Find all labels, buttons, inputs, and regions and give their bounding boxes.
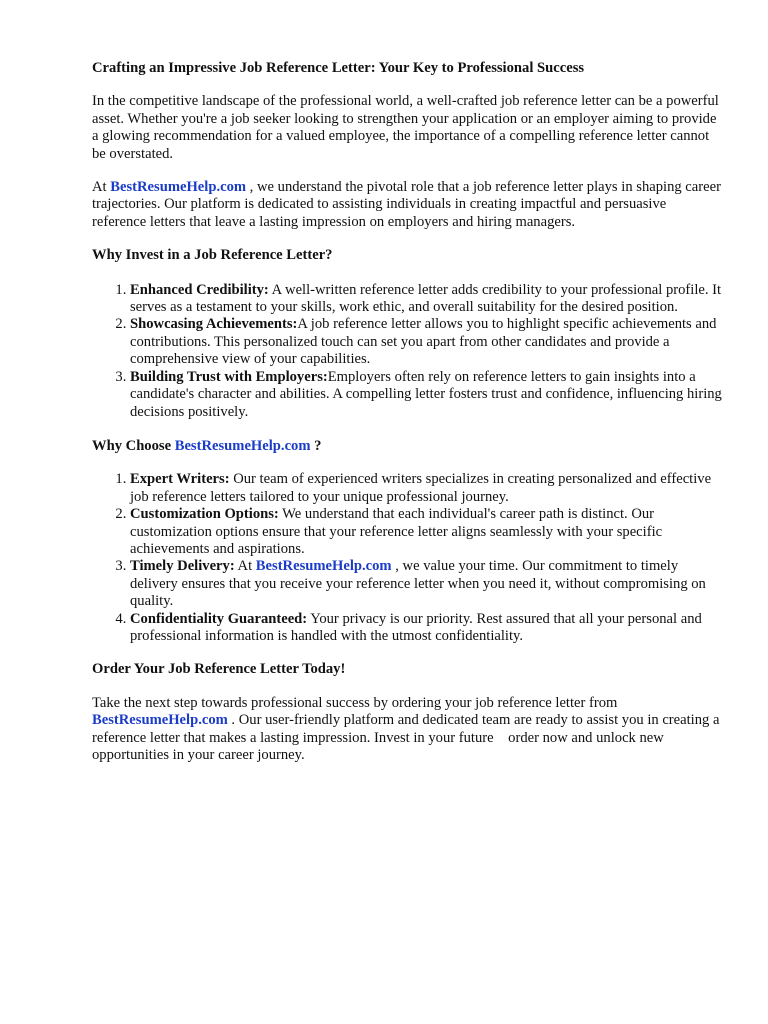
bestresumehelp-link[interactable]: BestResumeHelp.com xyxy=(110,179,247,196)
order-prefix: Take the next step towards professional success by ordering your job reference letter from xyxy=(92,694,618,711)
list-item-term: Customization Options: xyxy=(130,506,279,523)
list-item-term: Confidentiality Guaranteed: xyxy=(130,610,308,627)
why-choose-heading xyxy=(92,438,722,455)
bestresumehelp-link[interactable]: BestResumeHelp.com xyxy=(174,437,311,454)
document-page xyxy=(92,60,722,764)
why-invest-heading: Why Invest in a Job Reference Letter? xyxy=(92,247,333,264)
list-item-text: Our team of experienced writers specializes in creating personalized and effective job reference letters tailored to your unique professional journey. xyxy=(130,471,712,505)
list-item xyxy=(130,558,722,610)
list-item-term: Expert Writers: xyxy=(130,471,230,488)
list-item-text: , we value your time. Our commitment to timely delivery ensures that you receive your reference letter when you need it, without compromising on quality. xyxy=(130,558,706,610)
document-title: Crafting an Impressive Job Reference Letter: Your Key to Professional Success xyxy=(92,60,585,76)
why-choose-list xyxy=(92,471,722,645)
order-paragraph xyxy=(92,695,722,765)
list-item-term: Timely Delivery: xyxy=(130,558,235,575)
bestresumehelp-link[interactable]: BestResumeHelp.com xyxy=(92,712,228,729)
list-item xyxy=(130,282,722,317)
intro-paragraph: In the competitive landscape of the professional world, a well-crafted job reference letter can be a powerful asset. Whether you're a job seeker looking to strengthen your application or an employer aiming to provide a glowing recommendation for a valued employee, the importance of a compelling reference letter cannot be overstated. xyxy=(92,93,719,162)
why-invest-list xyxy=(92,282,722,421)
why-choose-suffix: ? xyxy=(310,437,322,454)
order-heading: Order Your Job Reference Letter Today! xyxy=(92,661,346,678)
list-item-text: A well-written reference letter adds credibility to your professional profile. It serves as a testament to your skills, work ethic, and overall suitability for the desired position. xyxy=(130,281,722,316)
list-item xyxy=(130,611,722,646)
list-item-text: Employers often rely on reference letters to gain insights into a candidate's character and abilities. A compelling letter fosters trust and confidence, influencing hiring decisions positively. xyxy=(130,368,722,420)
order-text: . Our user-friendly platform and dedicated team are ready to assist you in creating a reference letter that makes a lasting impression. Invest in your future order now and unlock new opportunities in your career journey. xyxy=(92,712,724,763)
list-item-text: A job reference letter allows you to highlight specific achievements and contributions. This personalized touch can set you apart from other candidates and provide a comprehensive view of your capabilities. xyxy=(130,316,717,368)
about-prefix: At xyxy=(92,179,111,196)
list-item-text: Your privacy is our priority. Rest assured that all your personal and professional information is handled with the utmost confidentiality. xyxy=(130,610,702,644)
list-item-term: Enhanced Credibility: xyxy=(130,281,269,298)
list-item xyxy=(130,506,722,558)
list-item-text: We understand that each individual's career path is distinct. Our customization options ensure that your reference letter aligns seamlessly with your specific achievements and aspirations. xyxy=(130,506,663,557)
about-paragraph xyxy=(92,179,722,231)
list-item xyxy=(130,316,722,368)
list-item-text-prefix: At xyxy=(234,558,256,575)
list-item-term: Building Trust with Employers: xyxy=(130,368,328,385)
bestresumehelp-link[interactable]: BestResumeHelp.com xyxy=(255,558,392,575)
list-item-term: Showcasing Achievements: xyxy=(130,316,298,333)
list-item xyxy=(130,471,722,506)
why-choose-prefix: Why Choose xyxy=(92,437,175,454)
about-text: , we understand the pivotal role that a job reference letter plays in shaping career trajectories. Our platform is dedicated to assisting individuals in creating impactful and persuasive reference letters that leave a lasting impression on employers and hiring managers. xyxy=(92,179,721,230)
list-item xyxy=(130,369,722,421)
